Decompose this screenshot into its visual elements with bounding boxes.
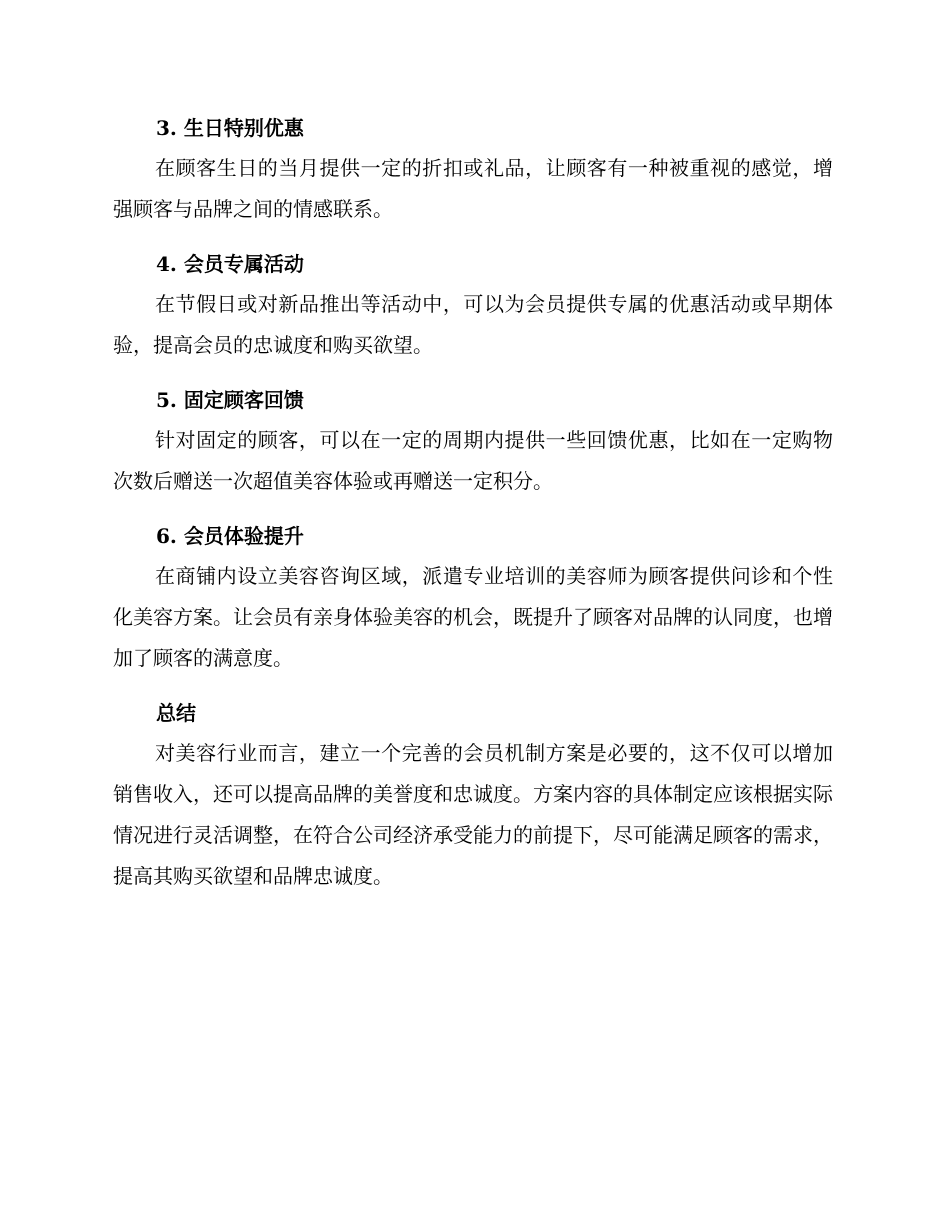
section-heading-member-events: 4. 会员专属活动 — [156, 252, 304, 276]
section-body-member-experience: 在商铺内设立美容咨询区域，派遣专业培训的美容师为顾客提供问诊和个性化美容方案。让会员有亲身体验美容的机会，既提升了顾客对品牌的认同度，也增加了顾客的满意度。 — [113, 564, 833, 670]
section-heading-member-experience: 6. 会员体验提升 — [156, 524, 304, 548]
section-body-loyal-customer-rewards: 针对固定的顾客，可以在一定的周期内提供一些回馈优惠，比如在一定购物次数后赠送一次超值美容体验或再赠送一定积分。 — [113, 428, 833, 493]
section-body-birthday-offer: 在顾客生日的当月提供一定的折扣或礼品，让顾客有一种被重视的感觉，增强顾客与品牌之间的情感联系。 — [113, 156, 833, 221]
section-heading-birthday-offer: 3. 生日特别优惠 — [156, 116, 304, 140]
section-body-member-events: 在节假日或对新品推出等活动中，可以为会员提供专属的优惠活动或早期体验，提高会员的忠诚度和购买欲望。 — [113, 292, 833, 357]
section-heading-loyal-customer-rewards: 5. 固定顾客回馈 — [156, 388, 304, 412]
section-body-summary: 对美容行业而言，建立一个完善的会员机制方案是必要的，这不仅可以增加销售收入，还可以提高品牌的美誉度和忠诚度。方案内容的具体制定应该根据实际情况进行灵活调整，在符合公司经济承受能力的前提下，尽可能满足顾客的需求，提高其购买欲望和品牌忠诚度。 — [113, 741, 833, 888]
section-heading-summary: 总结 — [156, 701, 196, 725]
document-content — [113, 108, 833, 911]
